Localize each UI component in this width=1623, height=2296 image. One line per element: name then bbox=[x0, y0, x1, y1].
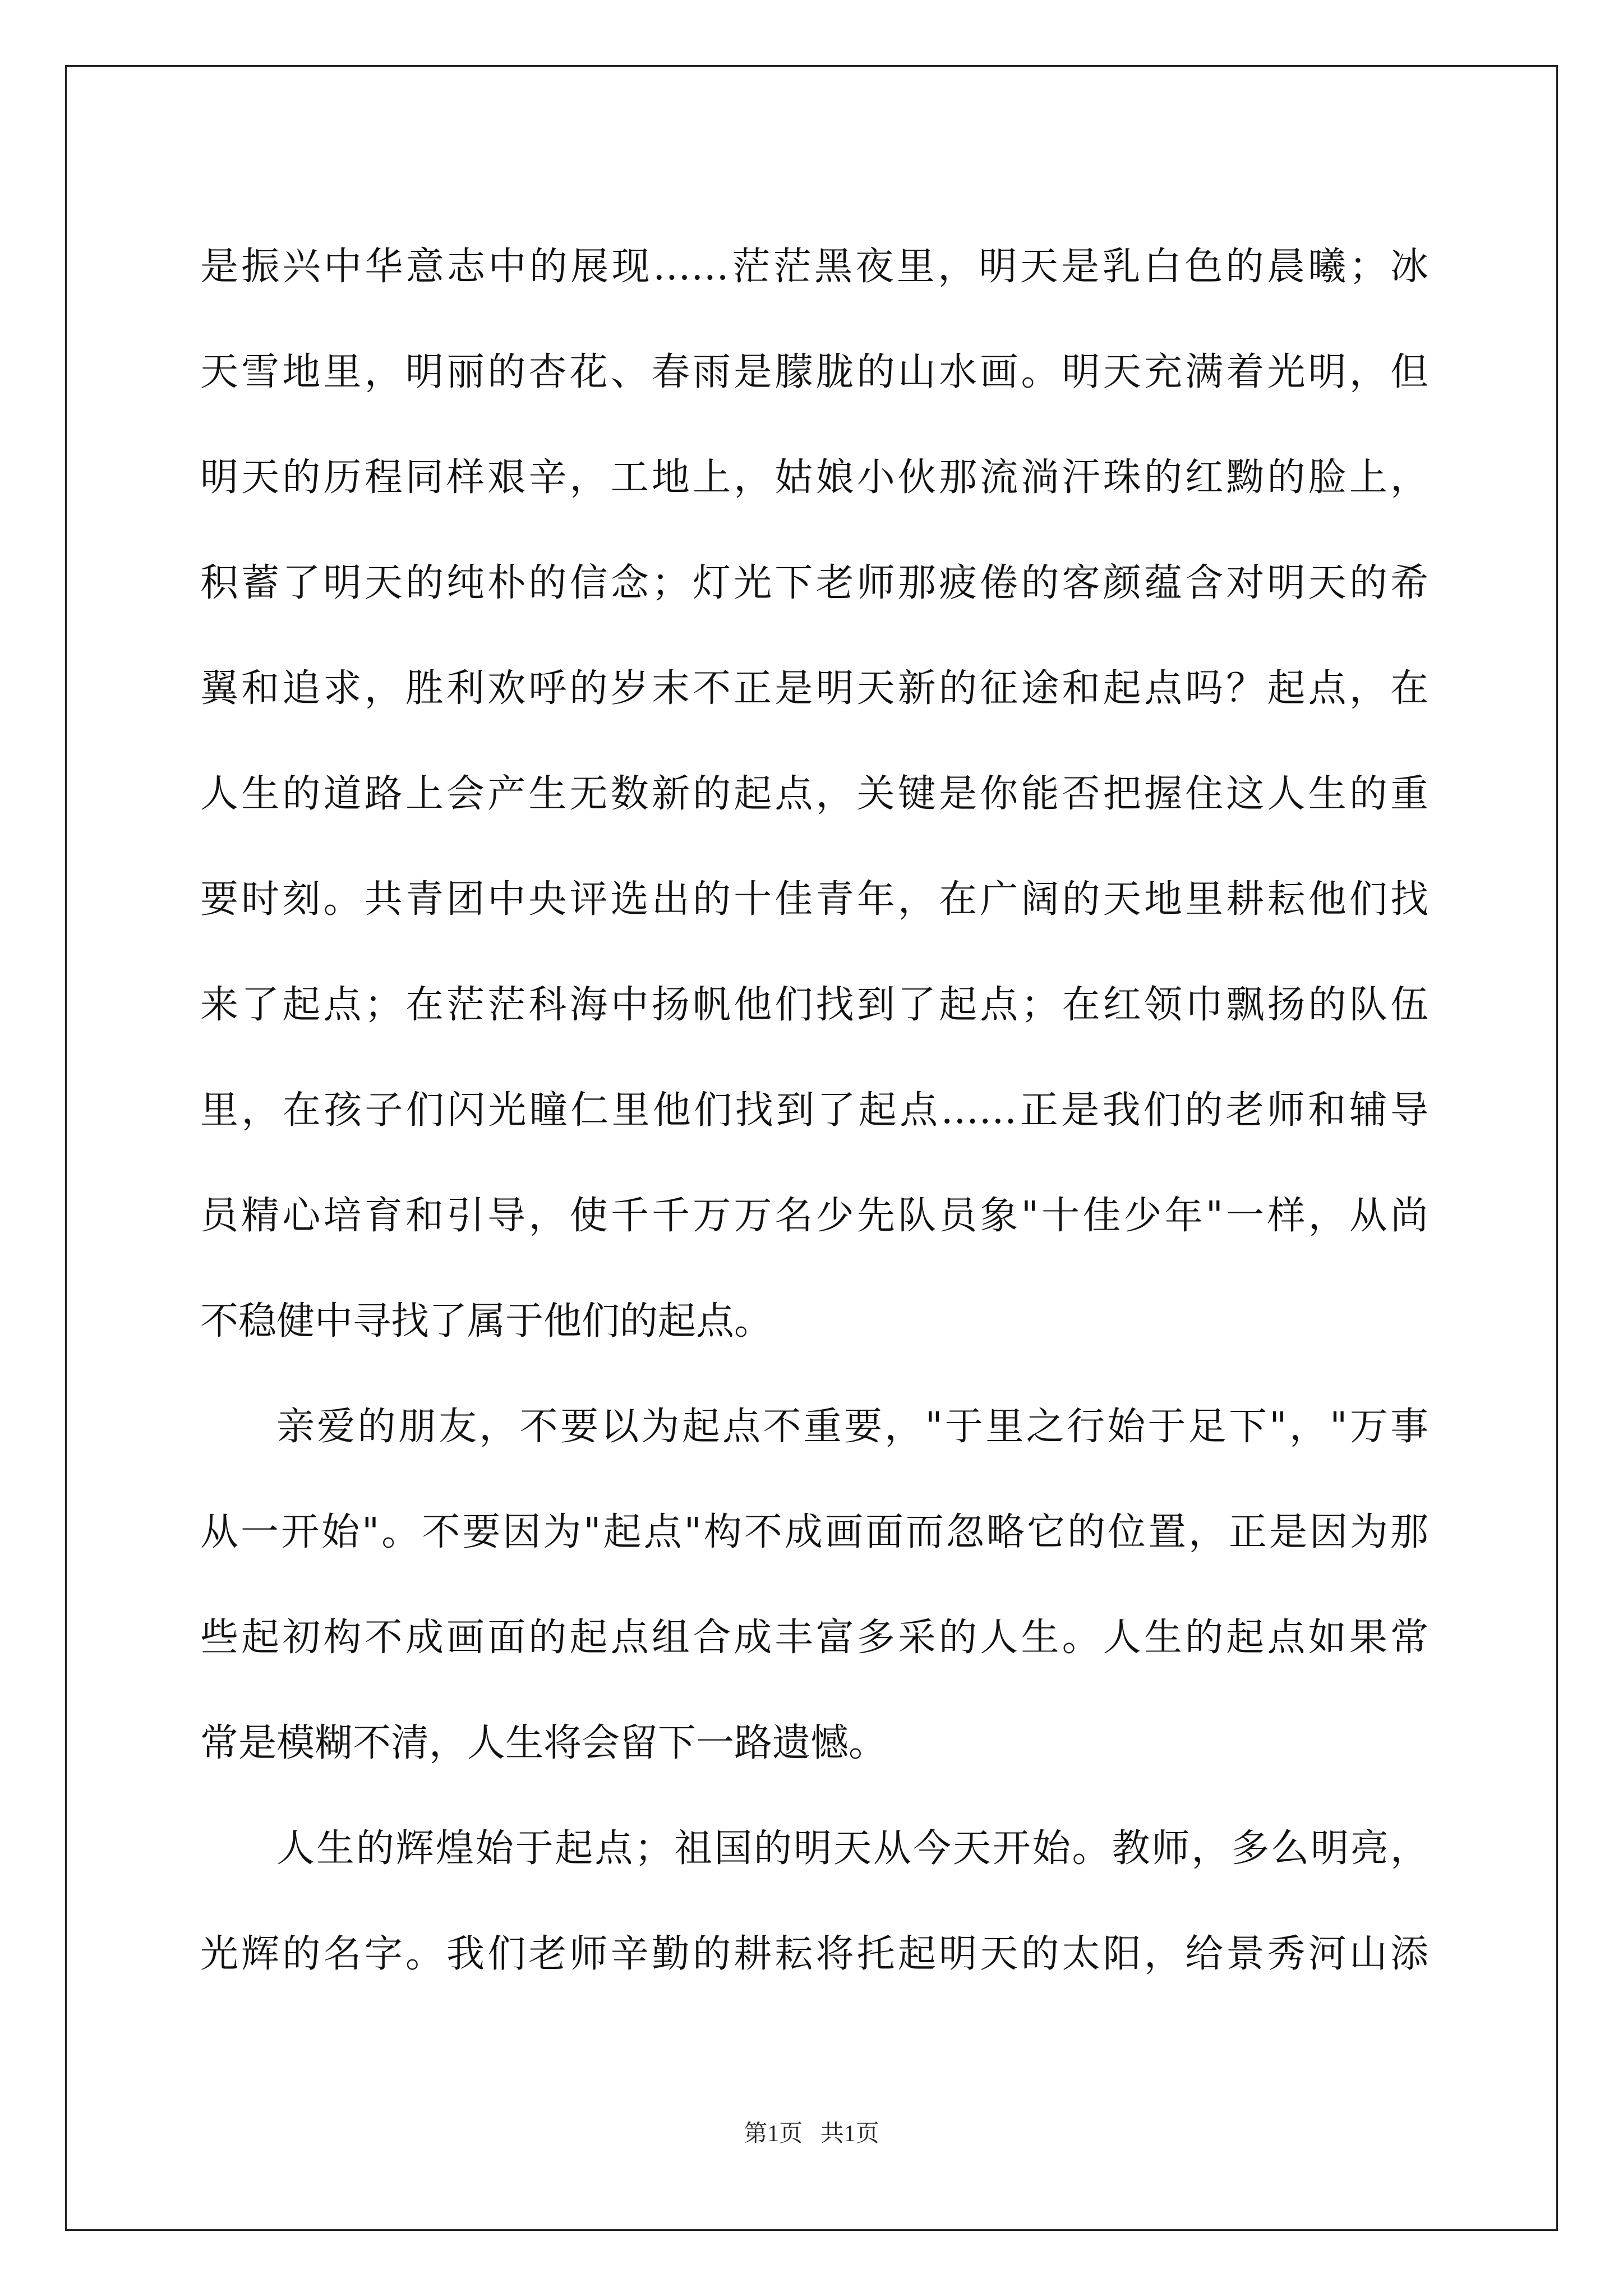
text-line: 些起初构不成画面的起点组合成丰富多采的人生。人生的起点如果常 bbox=[200, 1616, 1428, 1660]
text-line: 人生的辉煌始于起点；祖国的明天从今天开始。教师，多么明亮， bbox=[276, 1826, 1428, 1871]
text-line: 员精心培育和引导，使千千万万名少先队员象"十佳少年"一样，从尚 bbox=[200, 1194, 1428, 1238]
text-line: 常是模糊不清，人生将会留下一路遗憾。 bbox=[200, 1721, 887, 1765]
text-line: 从一开始"。不要因为"起点"构不成画面而忽略它的位置，正是因为那 bbox=[200, 1510, 1428, 1554]
text-line: 人生的道路上会产生无数新的起点，关键是你能否把握住这人生的重 bbox=[200, 772, 1428, 816]
text-line: 亲爱的朋友，不要以为起点不重要，"于里之行始于足下"，"万事 bbox=[276, 1405, 1428, 1449]
document-body bbox=[200, 214, 1428, 2007]
text-line: 要时刻。共青团中央评选出的十佳青年，在广阔的天地里耕耘他们找 bbox=[200, 877, 1428, 922]
text-line: 来了起点；在茫茫科海中扬帆他们找到了起点；在红领巾飘扬的队伍 bbox=[200, 983, 1428, 1027]
text-line: 天雪地里，明丽的杏花、春雨是朦胧的山水画。明天充满着光明，但 bbox=[200, 350, 1428, 394]
text-line: 里，在孩子们闪光瞳仁里他们找到了起点……正是我们的老师和辅导 bbox=[200, 1088, 1428, 1133]
text-line: 不稳健中寻找了属于他们的起点。 bbox=[200, 1299, 773, 1343]
text-line: 光辉的名字。我们老师辛勤的耕耘将托起明天的太阳，给景秀河山添 bbox=[200, 1932, 1428, 1976]
text-line: 积蓄了明天的纯朴的信念；灯光下老师那疲倦的客颜蕴含对明天的希 bbox=[200, 561, 1428, 605]
text-line: 翼和追求，胜利欢呼的岁末不正是明天新的征途和起点吗？起点，在 bbox=[200, 666, 1428, 711]
page-number-footer: 第1页 共1页 bbox=[744, 2121, 879, 2147]
text-line: 明天的历程同样艰辛，工地上，姑娘小伙那流淌汗珠的红黝的脸上， bbox=[200, 455, 1428, 500]
text-line: 是振兴中华意志中的展现……茫茫黑夜里，明天是乳白色的晨曦；冰 bbox=[200, 245, 1428, 289]
